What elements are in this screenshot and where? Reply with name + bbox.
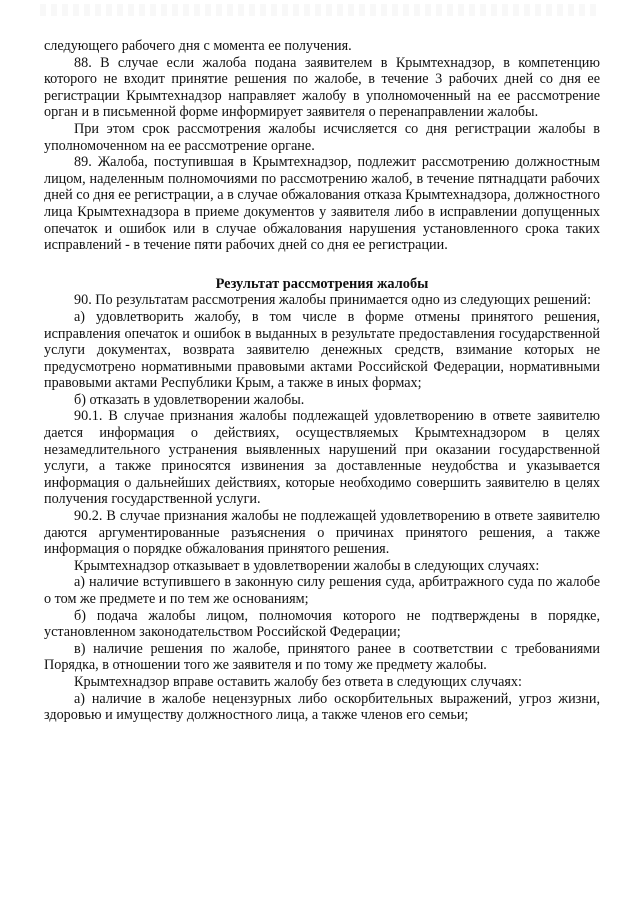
paragraphs-after-heading	[44, 292, 600, 723]
paragraph: 90. По результатам рассмотрения жалобы принимается одно из следующих решений:	[74, 292, 592, 309]
paragraph: 89. Жалоба, поступившая в Крымтехнадзор, подлежит рассмотрению должностным лицом, наделенным полномочиями по рассмотрению жалоб, в течение пятнадцати рабочих дней со дня ее регистрации, а в случае обжалования отказа Крымтехнадзора, должностного лица Крымтехнадзора в приеме документов у заявителя либо в исправлении допущенных опечаток и ошибок или в случае обжалования нарушения установленного срока таких исправлений - в течение пяти рабочих дней со дня ее регистрации.	[44, 154, 600, 254]
paragraph: 90.1. В случае признания жалобы подлежащей удовлетворению в ответе заявителю дается информация о действиях, осуществляемых Крымтехнадзором в целях незамедлительного устранения выявленных нарушений при оказании государственной услуги, а также приносятся извинения за доставленные неудобства и указывается информация о дальнейших действиях, которые необходимо совершить заявителю в целях получения государственной услуги.	[44, 408, 600, 508]
section-heading: Результат рассмотрения жалобы	[215, 275, 429, 292]
scan-artifact-top	[40, 4, 600, 16]
paragraph: 90.2. В случае признания жалобы не подлежащей удовлетворению в ответе заявителю даются аргументированные разъяснения о причинах принятого решения, а также информация о порядке обжалования принятого решения.	[44, 508, 600, 558]
paragraph: а) удовлетворить жалобу, в том числе в форме отмены принятого решения, исправления опечаток и ошибок в выданных в результате предоставления государственной услуги документах, возврата заявителю денежных средств, взимание которых не предусмотрено нормативными правовыми актами Российской Федерации, нормативными правовыми актами Республики Крым, а также в иных формах;	[44, 308, 600, 392]
paragraph: 88. В случае если жалоба подана заявителем в Крымтехнадзор, в компетенцию которого не входит принятие решения по жалобе, в течение 3 рабочих дней со дня ее регистрации Крымтехнадзор направляет жалобу в уполномоченный на ее рассмотрение орган и в письменной форме информирует заявителя о перенаправлении жалобы.	[44, 54, 600, 121]
paragraph: а) наличие вступившего в законную силу решения суда, арбитражного суда по жалобе о том же предмете и по тем же основаниям;	[44, 574, 600, 607]
paragraph: в) наличие решения по жалобе, принятого ранее в соответствии с требованиями Порядка, в отношении того же заявителя и по тому же предмету жалобы.	[44, 640, 600, 674]
document-body	[44, 38, 600, 724]
paragraph: При этом срок рассмотрения жалобы исчисляется со дня регистрации жалобы в уполномоченном на ее рассмотрение органе.	[44, 120, 600, 154]
paragraph: б) подача жалобы лицом, полномочия которого не подтверждены в порядке, установленном законодательством Российской Федерации;	[44, 607, 600, 641]
paragraph: следующего рабочего дня с момента ее получения.	[44, 38, 352, 54]
paragraph: Крымтехнадзор вправе оставить жалобу без ответа в следующих случаях:	[74, 673, 522, 690]
paragraph: б) отказать в удовлетворении жалобы.	[74, 391, 305, 408]
paragraph: Крымтехнадзор отказывает в удовлетворении жалобы в следующих случаях:	[74, 557, 540, 574]
paragraphs-before-heading	[44, 38, 600, 254]
paragraph: а) наличие в жалобе нецензурных либо оскорбительных выражений, угроз жизни, здоровью и имуществу должностного лица, а также членов его семьи;	[44, 690, 600, 724]
